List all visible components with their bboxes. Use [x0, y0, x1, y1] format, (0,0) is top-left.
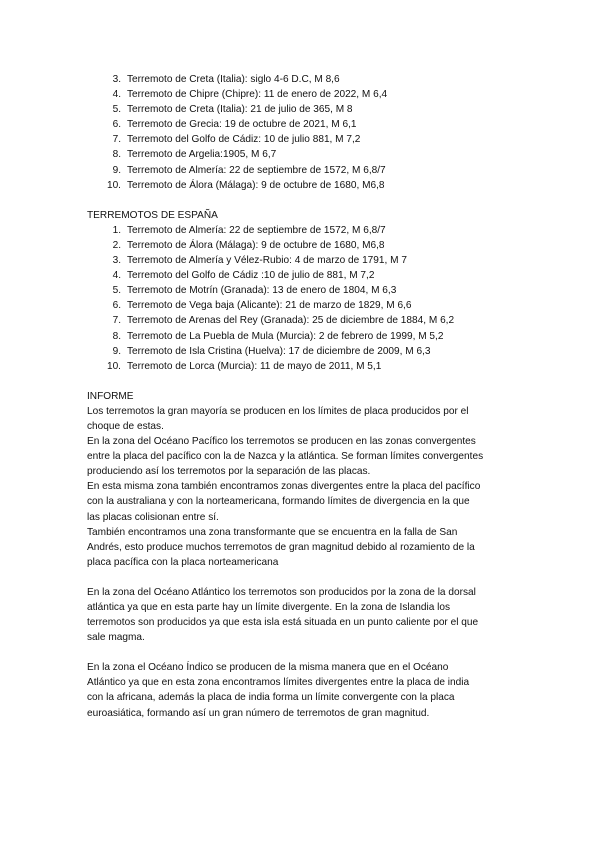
list-number: 9.	[112, 345, 121, 357]
spain-earthquake-list-item	[87, 283, 527, 298]
earthquake-list-item	[87, 87, 527, 102]
spain-earthquake-list-item	[87, 329, 527, 344]
list-number: 10.	[106, 360, 121, 372]
spain-earthquake-list-item	[87, 298, 527, 313]
list-text: Terremoto de Almería: 22 de septiembre de 1572, M 6,8/7	[127, 164, 386, 176]
report-line: En la zona el Océano Índico se producen de la misma manera que en el Océano	[87, 662, 449, 674]
list-number: 2.	[112, 239, 121, 251]
report-line: euroasiática, formando así un gran número de terremotos de gran magnitud.	[87, 707, 430, 719]
report-indian-paragraph	[87, 660, 527, 720]
report-line: Atlántico ya que en esta zona encontramos límites divergentes entre la placa de india	[87, 677, 470, 689]
spain-earthquake-list-item	[87, 238, 527, 253]
list-text: Terremoto de Álora (Málaga): 9 de octubre de 1680, M6,8	[127, 179, 385, 191]
list-text: Terremoto de Chipre (Chipre): 11 de enero de 2022, M 6,4	[127, 89, 388, 101]
earthquake-list-item	[87, 132, 527, 147]
list-number: 5.	[112, 104, 121, 116]
report-line: También encontramos una zona transformante que se encuentra en la falla de San	[87, 526, 458, 538]
list-text: Terremoto de Creta (Italia): 21 de julio de 365, M 8	[127, 104, 353, 116]
report-line: Los terremotos la gran mayoría se producen en los límites de placa producidos por el	[87, 405, 469, 417]
report-title: INFORME	[87, 390, 134, 402]
spain-earthquake-list-item	[87, 268, 527, 283]
list-text: Terremoto de Argelia:1905, M 6,7	[127, 149, 277, 161]
list-text: Terremoto de Almería y Vélez-Rubio: 4 de marzo de 1791, M 7	[127, 255, 407, 267]
list-number: 8.	[112, 330, 121, 342]
report-line: placa pacífica con la placa norteamericana	[87, 556, 279, 568]
earthquake-list	[87, 72, 527, 193]
earthquake-list-item	[87, 102, 527, 117]
report-line: produciendo así los terremotos por la separación de las placas.	[87, 466, 371, 478]
list-text: Terremoto de Arenas del Rey (Granada): 25 de diciembre de 1884, M 6,2	[127, 315, 455, 327]
report-line: atlántica ya que en esta parte hay un límite divergente. En la zona de Islandia los	[87, 602, 451, 613]
report-line: las placas colisionan entre sí.	[87, 511, 219, 523]
earthquake-list-item	[87, 117, 527, 132]
list-text: Terremoto de Vega baja (Alicante): 21 de marzo de 1829, M 6,6	[127, 300, 412, 312]
spain-earthquake-list-item	[87, 313, 527, 328]
list-text: Terremoto de Isla Cristina (Huelva): 17 de diciembre de 2009, M 6,3	[127, 345, 431, 357]
list-text: Terremoto de Motrín (Granada): 13 de enero de 1804, M 6,3	[127, 285, 397, 297]
list-number: 9.	[112, 164, 121, 176]
list-number: 8.	[112, 149, 121, 161]
list-number: 3.	[112, 74, 121, 85]
report-atlantic-paragraph	[87, 585, 527, 645]
list-text: Terremoto de La Puebla de Mula (Murcia): 2 de febrero de 1999, M 5,2	[127, 330, 444, 342]
list-text: Terremoto del Golfo de Cádiz :10 de julio de 881, M 7,2	[127, 270, 375, 282]
list-number: 6.	[112, 119, 121, 131]
spain-earthquake-list-item	[87, 223, 527, 238]
earthquake-list-item	[87, 178, 527, 193]
list-text: Terremoto de Lorca (Murcia): 11 de mayo de 2011, M 5,1	[127, 360, 382, 372]
report-line: choque de estas.	[87, 420, 164, 432]
spain-earthquake-list-item	[87, 359, 527, 374]
list-text: Terremoto de Álora (Málaga): 9 de octubre de 1680, M6,8	[127, 239, 385, 251]
spain-earthquake-list	[87, 223, 527, 374]
list-number: 7.	[112, 134, 121, 146]
list-number: 10.	[106, 179, 121, 191]
earthquake-list-item	[87, 163, 527, 178]
list-number: 6.	[112, 300, 121, 312]
earthquake-list-item	[87, 147, 527, 162]
list-number: 7.	[112, 315, 121, 327]
list-number: 5.	[112, 285, 121, 297]
report-line: sale magma.	[87, 632, 145, 644]
list-text: Terremoto de Almería: 22 de septiembre de 1572, M 6,8/7	[127, 224, 386, 236]
report-line: En la zona del Océano Atlántico los terremotos son producidos por la zona de la dorsal	[87, 586, 476, 598]
list-text: Terremoto del Golfo de Cádiz: 10 de julio 881, M 7,2	[127, 134, 361, 146]
report-line: Andrés, esto produce muchos terremotos de gran magnitud debido al rozamiento de la	[87, 541, 475, 553]
report-line: terremotos son producidos ya que esta isla está situada en un punto caliente por el que	[87, 617, 479, 629]
spain-heading: TERREMOTOS DE ESPAÑA	[87, 209, 218, 221]
list-number: 3.	[112, 255, 121, 267]
list-number: 4.	[112, 270, 121, 282]
report-line: entre la placa del pacífico con la de Nazca y la atlántica. Se forman límites convergentes	[87, 451, 484, 463]
spain-earthquake-list-item	[87, 344, 527, 359]
earthquake-list-item	[87, 72, 527, 87]
list-text: Terremoto de Creta (Italia): siglo 4-6 D.C, M 8,6	[127, 74, 340, 85]
list-number: 1.	[112, 224, 121, 236]
report-paragraph-block	[87, 404, 527, 570]
report-line: En la zona del Océano Pacífico los terremotos se producen en las zonas convergentes	[87, 436, 476, 448]
list-number: 4.	[112, 89, 121, 101]
spain-earthquake-list-item	[87, 253, 527, 268]
report-line: En esta misma zona también encontramos zonas divergentes entre la placa del pacífico	[87, 481, 481, 493]
report-line: con la africana, además la placa de india forma un límite convergente con la placa	[87, 692, 455, 704]
document-content	[87, 72, 527, 721]
paragraph-gap	[87, 645, 527, 660]
list-text: Terremoto de Grecia: 19 de octubre de 2021, M 6,1	[127, 119, 357, 131]
report-line: con la australiana y con la norteamericana, formando límites de divergencia en la que	[87, 496, 470, 508]
paragraph-gap	[87, 570, 527, 585]
